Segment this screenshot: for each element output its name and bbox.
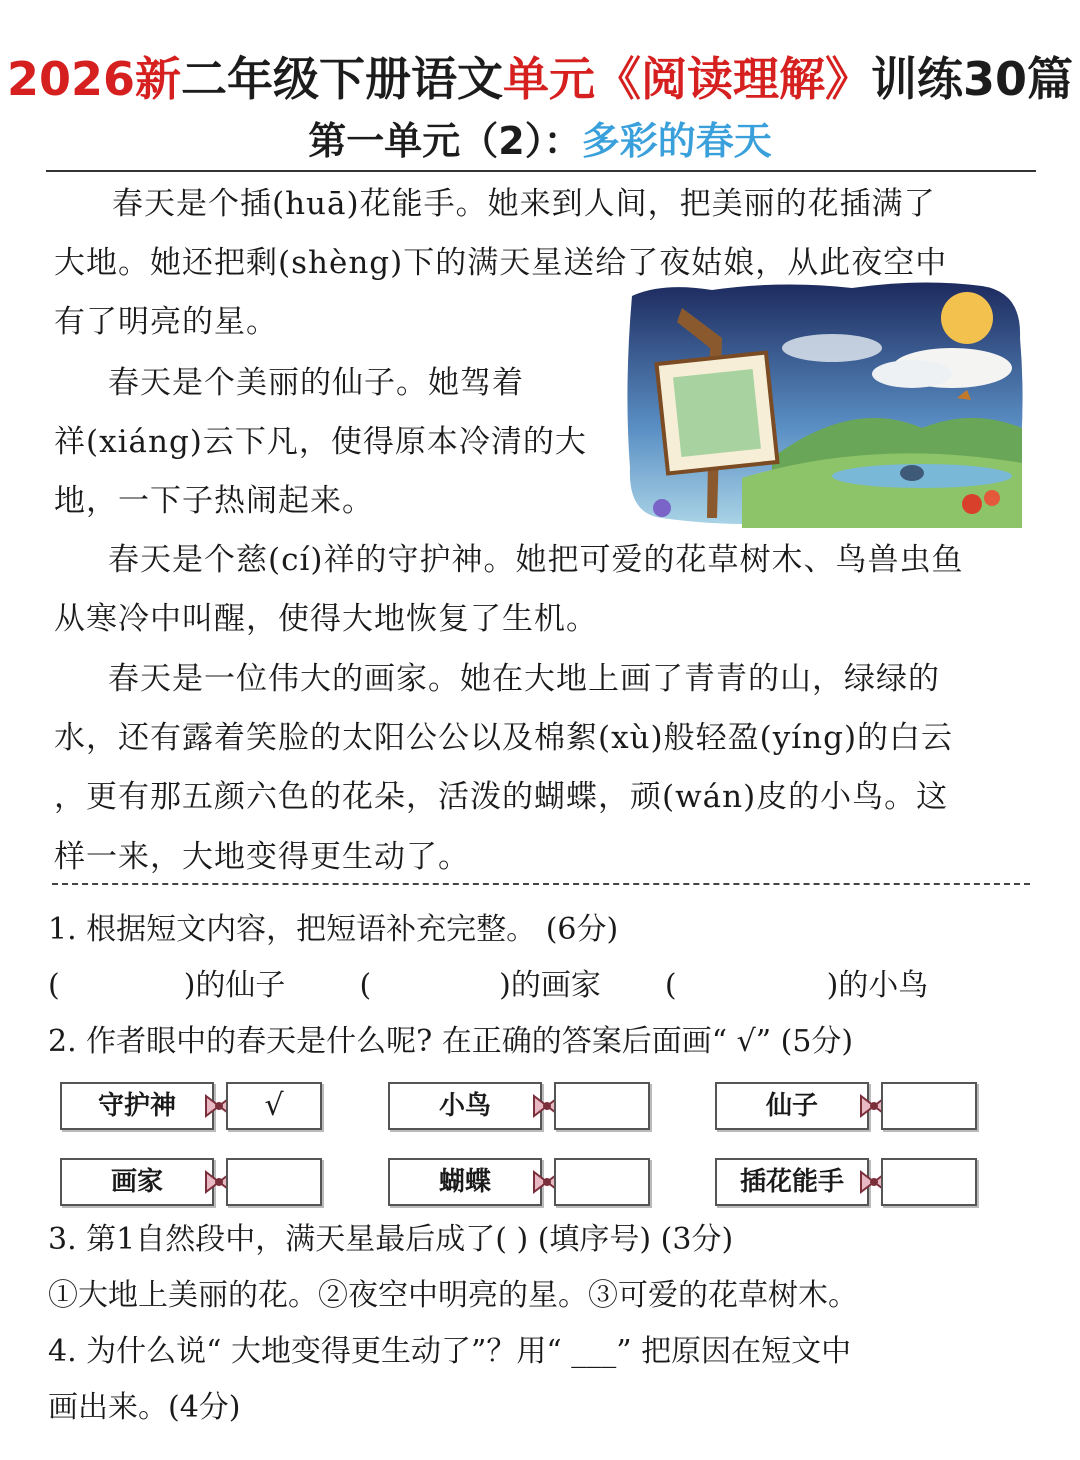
passage-p2-line3: 地，一下子热闹起来。 (54, 483, 374, 519)
subtitle-prefix: 第一单元（2）： (308, 119, 582, 163)
option-label: 蝴蝶 (388, 1158, 542, 1206)
passage-p1-line3: 有了明亮的星。 (54, 304, 278, 340)
question-4-line1: 4. 为什么说“ 大地变得更生动了”？用“ ___” 把原因在短文中 (48, 1334, 852, 1369)
question-3: 3. 第1自然段中，满天星最后成了( ) (填序号) (3分) (48, 1222, 734, 1257)
question-3-choices: ①大地上美丽的花。②夜空中明亮的星。③可爱的花草树木。 (48, 1278, 858, 1313)
q1-blank-3[interactable]: ( (664, 968, 677, 1003)
q1-blank-1[interactable]: ( (48, 968, 60, 1003)
answer-box[interactable] (881, 1082, 977, 1130)
title-grade: 二年级下册语文 (181, 52, 503, 106)
title-divider (46, 170, 1036, 172)
passage-p3-line2: 从寒冷中叫醒，使得大地恢复了生机。 (54, 601, 598, 637)
passage-p3-line1: 春天是个慈(cí)祥的守护神。她把可爱的花草树木、鸟兽虫鱼 (108, 542, 964, 578)
answer-box[interactable]: √ (226, 1082, 322, 1130)
passage-p4-line1: 春天是一位伟大的画家。她在大地上画了青青的山，绿绿的 (108, 661, 940, 697)
passage-p4-line3: ，更有那五颜六色的花朵，活泼的蝴蝶，顽(wán)皮的小鸟。这 (54, 779, 949, 815)
passage-p4-line2: 水，还有露着笑脸的太阳公公以及棉絮(xù)般轻盈(yíng)的白云 (54, 720, 954, 756)
page-title (0, 50, 1080, 108)
answer-box[interactable] (226, 1158, 322, 1206)
option-label: 插花能手 (715, 1158, 869, 1206)
passage-p1-line2: 大地。她还把剩(shèng)下的满天星送给了夜姑娘，从此夜空中 (54, 245, 948, 281)
q1-phrase-2: 的画家 (510, 968, 601, 1003)
passage-p1-line1: 春天是个插(huā)花能手。她来到人间，把美丽的花插满了 (112, 186, 936, 222)
passage-p4-line4: 样一来，大地变得更生动了。 (54, 839, 470, 875)
passage-p2-line1: 春天是个美丽的仙子。她驾着 (108, 365, 524, 401)
option-label: 守护神 (60, 1082, 214, 1130)
option-label: 小鸟 (388, 1082, 542, 1130)
passage-p2-line2: 祥(xiáng)云下凡，使得原本冷清的大 (54, 424, 587, 460)
q1-blank-2[interactable]: ( (359, 968, 372, 1003)
title-unit: 单元《阅读理解》 (503, 52, 871, 106)
subtitle-topic: 多彩的春天 (581, 119, 772, 163)
q1-blank-row: ( )的仙子 ( )的画家 ( )的小鸟 (48, 968, 929, 1003)
answer-box[interactable] (881, 1158, 977, 1206)
question-4-line2: 画出来。(4分) (48, 1390, 241, 1425)
q1-phrase-3: 的小鸟 (838, 968, 929, 1003)
title-count: 训练30篇 (871, 52, 1074, 106)
section-divider (52, 883, 1030, 885)
option-label: 画家 (60, 1158, 214, 1206)
q1-phrase-1: 的仙子 (195, 968, 286, 1003)
option-label: 仙子 (715, 1082, 869, 1130)
painting-illustration (622, 278, 1027, 528)
page-subtitle (0, 116, 1080, 166)
answer-box[interactable] (554, 1082, 650, 1130)
title-year: 2026新 (6, 52, 181, 106)
question-2: 2. 作者眼中的春天是什么呢? 在正确的答案后面画“ √” (5分) (48, 1024, 854, 1059)
answer-box[interactable] (554, 1158, 650, 1206)
question-1: 1. 根据短文内容，把短语补充完整。 (6分) (48, 912, 619, 947)
